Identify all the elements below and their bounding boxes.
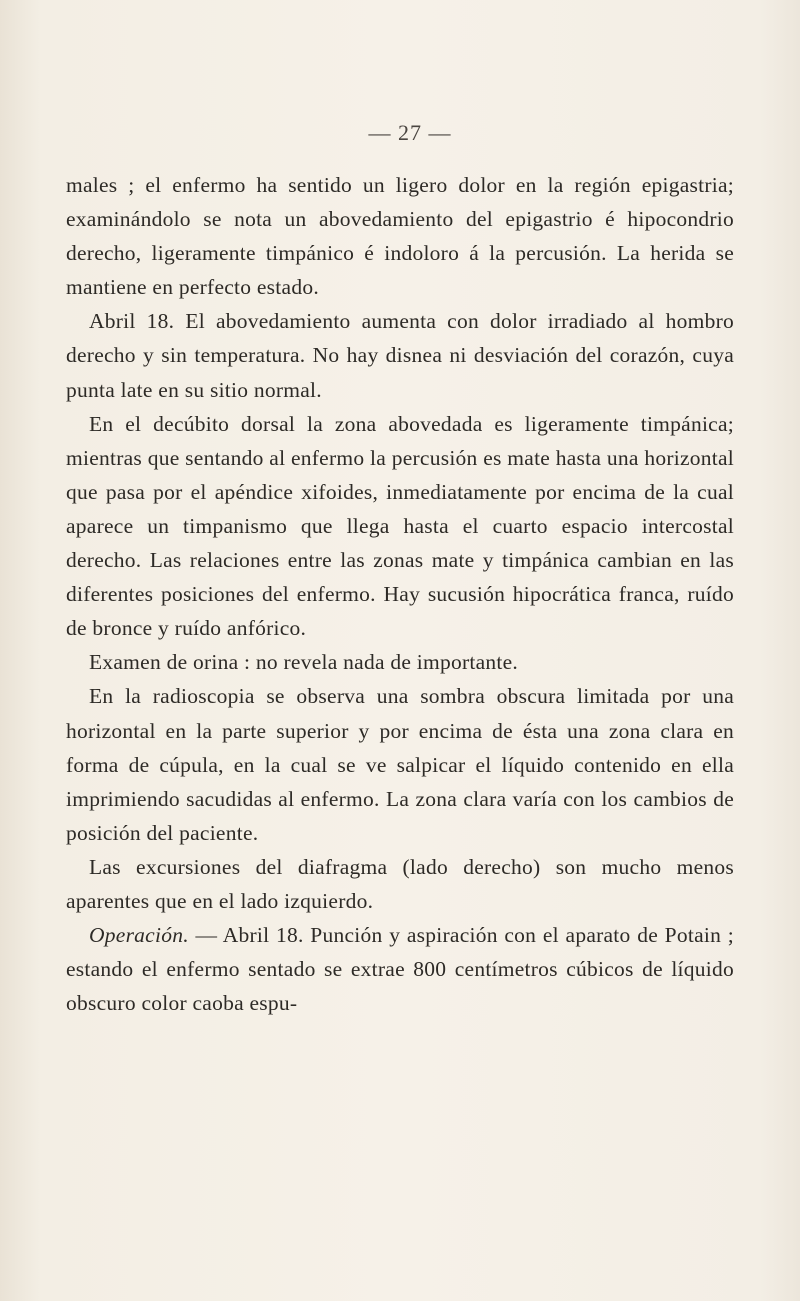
paragraph-5: En la radioscopia se observa una sombra obscura limitada por una horizontal en la parte superior y por encima de ésta una zona clara en forma de cúpula, en la cual se ve salpicar el líquido contenido en ella imprimiendo sacudidas al enfermo. La zona clara varía con los cambios de posición del paciente.: [66, 684, 734, 845]
section-label: Operación.: [89, 923, 189, 948]
paragraph-3: En el decúbito dorsal la zona abovedada es ligeramente timpánica; mientras que sentando al enfermo la percusión es mate hasta una horizontal que pasa por el apéndice xifoides, inmediatamente por encima de la cual aparece un timpanismo que llega hasta el cuarto espacio intercostal derecho. Las relaciones entre las zonas mate y timpánica cambian en las diferentes posiciones del enfermo. Hay sucusión hipocrática franca, ruído de bronce y ruído anfórico.: [66, 411, 734, 641]
page-number: — 27 —: [368, 120, 452, 145]
paragraph-7-text: — Abril 18. Punción y aspiración con el aparato de Potain ; estando el enfermo sentado se extrae 800 centímetros cúbicos de líquido obscuro color caoba espu-: [66, 923, 734, 1016]
paragraph-4: Examen de orina : no revela nada de importante.: [89, 650, 519, 675]
body-text: [66, 168, 734, 1020]
paragraph-2: Abril 18. El abovedamiento aumenta con dolor irradiado al hombro derecho y sin temperatura. No hay disnea ni desviación del corazón, cuya punta late en su sitio normal.: [66, 309, 734, 402]
paragraph-7: [66, 918, 734, 1020]
paragraph-6: Las excursiones del diafragma (lado derecho) son mucho menos aparentes que en el lado izquierdo.: [66, 854, 734, 913]
paragraph-1: males ; el enfermo ha sentido un ligero dolor en la región epigastria; examinándolo se nota un abovedamiento del epigastrio é hipocondrio derecho, ligeramente timpánico é indoloro á la percusión. La herida se mantiene en perfecto estado.: [66, 173, 734, 300]
